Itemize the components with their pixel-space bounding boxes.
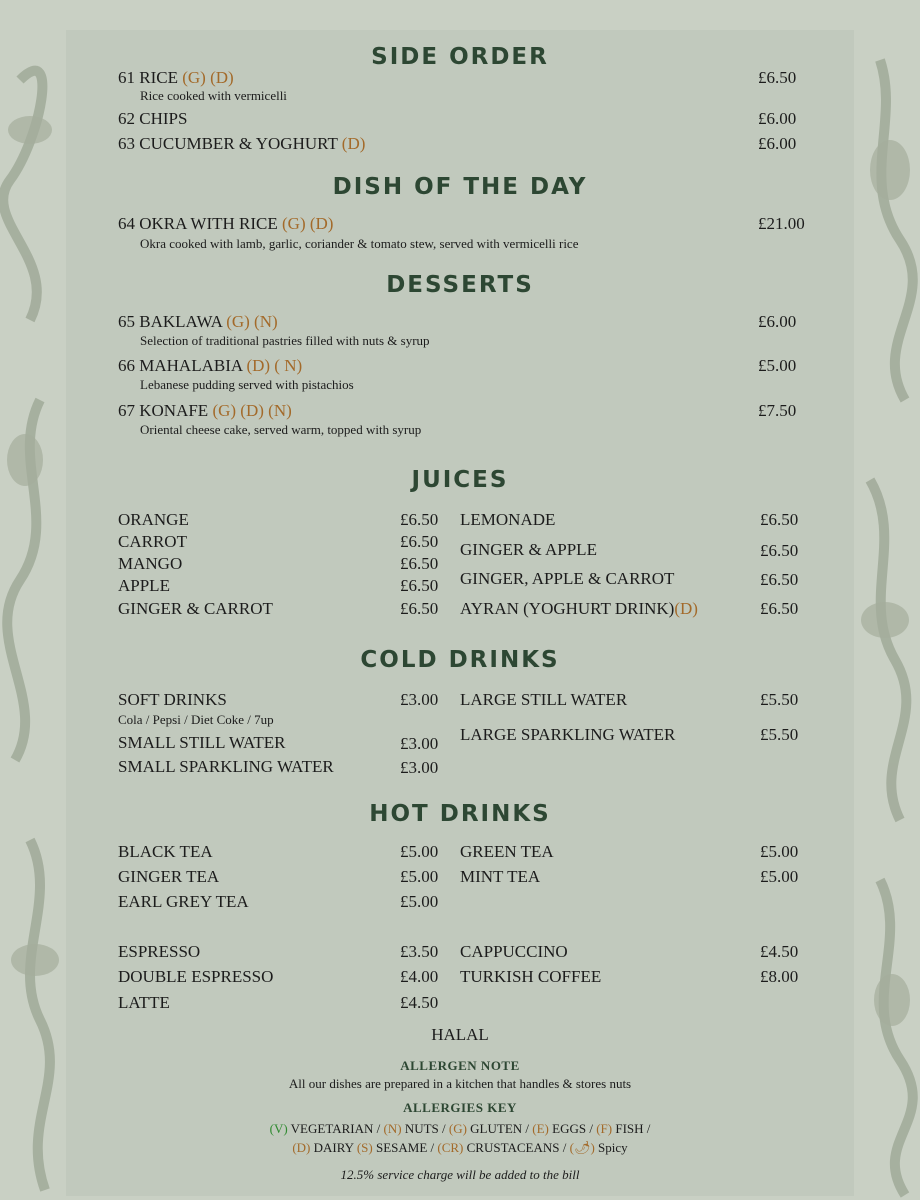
allergen-note-text: All our dishes are prepared in a kitchen that handles & stores nuts <box>288 1076 632 1091</box>
item-price: £3.50 <box>400 942 439 961</box>
item-price: £5.00 <box>760 867 799 886</box>
item-description: Selection of traditional pastries filled with nuts & syrup <box>140 333 430 348</box>
item-price: £6.50 <box>760 570 799 589</box>
juice-item-ayran <box>460 599 698 619</box>
item-price: £3.00 <box>400 758 439 777</box>
key-label: EGGS / <box>548 1121 597 1136</box>
hot-drink-item: ESPRESSO <box>118 942 201 961</box>
item-price: £5.00 <box>400 867 439 886</box>
allergies-key-title: ALLERGIES KEY <box>403 1100 517 1115</box>
menu-item-chips <box>118 109 187 129</box>
item-price: £21.00 <box>758 214 805 233</box>
item-price: £4.50 <box>760 942 799 961</box>
key-code-crustaceans: (CR) <box>437 1140 464 1155</box>
section-title-desserts: DESSERTS <box>386 272 534 298</box>
juice-item: LEMONADE <box>460 510 556 529</box>
item-price: £6.50 <box>400 554 439 573</box>
item-price: £6.50 <box>400 532 439 551</box>
item-price: £6.00 <box>758 134 797 153</box>
item-name: 61 RICE <box>118 68 178 87</box>
item-price: £4.50 <box>400 993 439 1012</box>
menu-item-mahalabia <box>118 356 302 376</box>
item-price: £6.50 <box>758 68 797 87</box>
hot-drink-item: EARL GREY TEA <box>118 892 249 911</box>
cold-drink-item: LARGE SPARKLING WATER <box>460 725 676 744</box>
item-price: £6.50 <box>400 599 439 618</box>
juice-item: APPLE <box>118 576 170 595</box>
item-price: £5.00 <box>400 842 439 861</box>
item-price: £7.50 <box>758 401 797 420</box>
allergen-codes: (D) ( N) <box>246 356 303 375</box>
item-name: 63 CUCUMBER & YOGHURT <box>118 134 338 153</box>
key-code-eggs: (E) <box>532 1121 549 1136</box>
hot-drink-item: BLACK TEA <box>118 842 213 861</box>
menu-item-cucumber-yoghurt <box>118 134 365 154</box>
cold-drink-item: LARGE STILL WATER <box>460 690 628 709</box>
menu-item-konafe <box>118 401 292 421</box>
item-description: Rice cooked with vermicelli <box>140 88 287 103</box>
item-description: Oriental cheese cake, served warm, topped with syrup <box>140 422 422 437</box>
hot-drink-item: CAPPUCCINO <box>460 942 568 961</box>
allergen-codes: (G) (D) (N) <box>212 401 292 420</box>
allergies-key-line-1 <box>66 1120 854 1138</box>
item-name: 66 MAHALABIA <box>118 356 243 375</box>
hot-drink-item: LATTE <box>118 993 170 1012</box>
key-code-sesame: (S) <box>356 1140 373 1155</box>
key-code-dairy: (D) <box>292 1140 311 1155</box>
cold-drink-item: SOFT DRINKS <box>118 690 227 709</box>
key-label: SESAME / <box>372 1140 438 1155</box>
item-name: 67 KONAFE <box>118 401 209 420</box>
cold-drink-item: SMALL STILL WATER <box>118 733 286 752</box>
allergen-codes: (G) (D) <box>182 68 234 87</box>
item-name: AYRAN (YOGHURT DRINK) <box>460 599 675 618</box>
item-price: £6.50 <box>760 599 799 618</box>
hot-drink-item: GINGER TEA <box>118 867 220 886</box>
key-code-vegetarian: (V) <box>269 1121 288 1136</box>
section-title-side-order: SIDE ORDER <box>371 44 549 70</box>
key-code-fish: (F) <box>596 1121 613 1136</box>
item-name: 62 CHIPS <box>118 109 188 128</box>
item-price: £6.00 <box>758 109 797 128</box>
key-label: DAIRY <box>310 1140 357 1155</box>
key-code-nuts: (N) <box>383 1121 402 1136</box>
item-price: £6.50 <box>760 510 799 529</box>
allergen-note-title: ALLERGEN NOTE <box>400 1058 520 1073</box>
juice-item: GINGER & APPLE <box>460 540 597 559</box>
item-price: £6.50 <box>400 576 439 595</box>
item-price: £6.50 <box>760 541 799 560</box>
allergen-codes: (D) <box>674 599 698 618</box>
juice-item: GINGER & CARROT <box>118 599 273 618</box>
item-price: £4.00 <box>400 967 439 986</box>
allergen-codes: (G) (D) <box>282 214 334 233</box>
menu-item-okra-with-rice <box>118 214 333 234</box>
service-charge-note: 12.5% service charge will be added to the bill <box>340 1167 580 1182</box>
item-price: £8.00 <box>760 967 799 986</box>
allergen-codes: (D) <box>341 134 366 153</box>
item-name: 65 BAKLAWA <box>118 312 222 331</box>
item-price: £5.00 <box>758 356 797 375</box>
juice-item: CARROT <box>118 532 187 551</box>
item-description: Okra cooked with lamb, garlic, coriander & tomato stew, served with vermicelli rice <box>140 236 579 251</box>
item-price: £6.00 <box>758 312 797 331</box>
section-title-juices: JUICES <box>411 467 509 493</box>
item-price: £3.00 <box>400 690 439 709</box>
key-code-spicy-chili-icon: (🌶) <box>569 1140 595 1155</box>
cold-drink-item: SMALL SPARKLING WATER <box>118 757 334 776</box>
key-label: FISH / <box>612 1121 651 1136</box>
item-price: £3.00 <box>400 734 439 753</box>
menu-item-rice <box>118 68 234 88</box>
hot-drink-item: GREEN TEA <box>460 842 554 861</box>
section-title-hot-drinks: HOT DRINKS <box>369 801 551 827</box>
key-label: VEGETARIAN / <box>287 1121 384 1136</box>
juice-item: GINGER, APPLE & CARROT <box>460 569 675 588</box>
key-label: NUTS / <box>401 1121 449 1136</box>
hot-drink-item: MINT TEA <box>460 867 541 886</box>
juice-item: ORANGE <box>118 510 189 529</box>
hot-drink-item: TURKISH COFFEE <box>460 967 602 986</box>
hot-drink-item: DOUBLE ESPRESSO <box>118 967 274 986</box>
item-description: Lebanese pudding served with pistachios <box>140 377 354 392</box>
item-price: £6.50 <box>400 510 439 529</box>
allergen-codes: (G) (N) <box>226 312 278 331</box>
halal-label: HALAL <box>431 1025 489 1044</box>
allergies-key-line-2 <box>66 1139 854 1157</box>
menu-item-baklawa <box>118 312 278 332</box>
section-title-cold-drinks: COLD DRINKS <box>360 647 560 673</box>
section-title-dish-of-the-day: DISH OF THE DAY <box>332 174 588 200</box>
item-description: Cola / Pepsi / Diet Coke / 7up <box>118 712 274 727</box>
item-price: £5.00 <box>760 842 799 861</box>
key-code-gluten: (G) <box>448 1121 467 1136</box>
key-label: CRUSTACEANS / <box>463 1140 570 1155</box>
menu-panel <box>66 30 854 1196</box>
item-name: 64 OKRA WITH RICE <box>118 214 278 233</box>
item-price: £5.50 <box>760 725 799 744</box>
key-label: Spicy <box>594 1140 628 1155</box>
item-price: £5.50 <box>760 690 799 709</box>
key-label: GLUTEN / <box>466 1121 533 1136</box>
item-price: £5.00 <box>400 892 439 911</box>
juice-item: MANGO <box>118 554 183 573</box>
